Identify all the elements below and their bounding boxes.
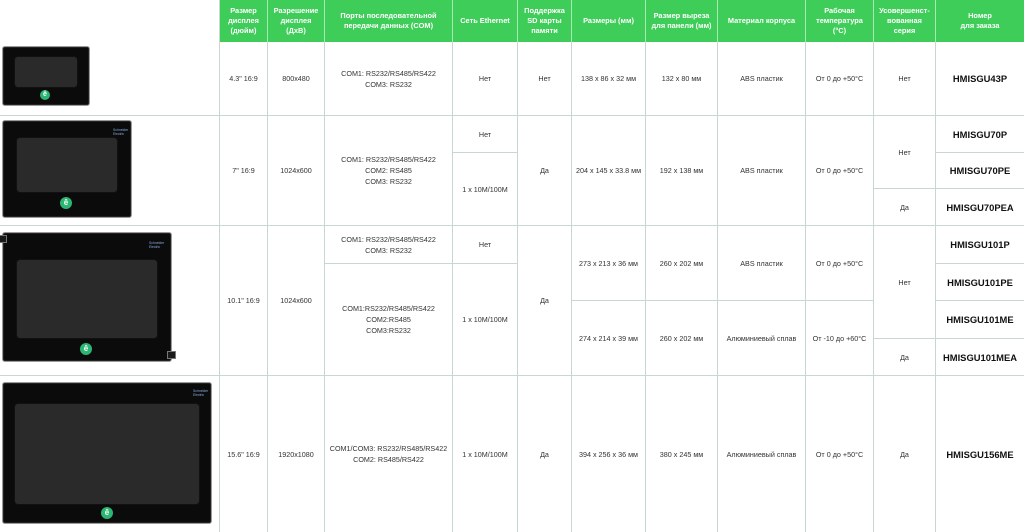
hmi-panel-image	[2, 120, 132, 218]
cell-ethernet: Нет	[453, 226, 518, 264]
cell-advanced: Да	[874, 189, 936, 226]
hmi-screen	[16, 137, 118, 193]
cell-resolution: 1920x1080	[268, 376, 325, 532]
cell-cutout: 260 x 202 мм	[646, 226, 718, 301]
header-resolution: Разрешение дисплея (ДхВ)	[268, 0, 325, 42]
cell-order-number: HMISGU70PE	[936, 153, 1024, 189]
cell-advanced: Нет	[874, 42, 936, 116]
cell-order-number: HMISGU101ME	[936, 301, 1024, 339]
cell-resolution: 1024x600	[268, 116, 325, 226]
home-button-icon: ê	[80, 343, 92, 355]
cell-ethernet: Нет	[453, 42, 518, 116]
cell-temperature: От -10 до +60°C	[806, 301, 874, 376]
cell-order-number: HMISGU101MEA	[936, 339, 1024, 376]
cell-size: 15.6" 16:9	[220, 376, 268, 532]
cell-advanced: Нет	[874, 226, 936, 339]
product-image-cell	[0, 42, 220, 116]
cell-ethernet: 1 x 10M/100M	[453, 153, 518, 226]
product-image-cell	[0, 116, 220, 226]
cell-com: COM1: RS232/RS485/RS422 COM3: RS232	[325, 226, 453, 264]
cell-sd: Нет	[518, 42, 572, 116]
cell-size: 7" 16:9	[220, 116, 268, 226]
header-advanced-series: Усовершенст- вованная серия	[874, 0, 936, 42]
cell-sd: Да	[518, 116, 572, 226]
hmi-panel-image	[2, 382, 212, 524]
cell-order-number: HMISGU70PEA	[936, 189, 1024, 226]
mounting-tab	[167, 351, 176, 359]
header-material: Материал корпуса	[718, 0, 806, 42]
header-sd-card: Поддержка SD карты памяти	[518, 0, 572, 42]
cell-order-number: HMISGU70P	[936, 116, 1024, 153]
cell-cutout: 132 x 80 мм	[646, 42, 718, 116]
cell-cutout: 192 x 138 мм	[646, 116, 718, 226]
product-image-cell	[0, 376, 220, 532]
cell-ethernet: 1 x 10M/100M	[453, 264, 518, 376]
header-order-number: Номер для заказа	[936, 0, 1024, 42]
header-dimensions: Размеры (мм)	[572, 0, 646, 42]
cell-sd: Да	[518, 376, 572, 532]
cell-sd: Да	[518, 226, 572, 376]
cell-order-number: HMISGU101PE	[936, 264, 1024, 301]
header-cutout: Размер выреза для панели (мм)	[646, 0, 718, 42]
cell-dimensions: 138 x 86 x 32 мм	[572, 42, 646, 116]
cell-resolution: 1024x600	[268, 226, 325, 376]
cell-temperature: От 0 до +50°C	[806, 42, 874, 116]
cell-ethernet: Нет	[453, 116, 518, 153]
cell-com: COM1:RS232/RS485/RS422 COM2:RS485 COM3:RS232	[325, 264, 453, 376]
cell-ethernet: 1 x 10M/100M	[453, 376, 518, 532]
header-ethernet: Сеть Ethernet	[453, 0, 518, 42]
cell-size: 4.3" 16:9	[220, 42, 268, 116]
header-display-size: Размер дисплея (дюйм)	[220, 0, 268, 42]
cell-size: 10.1" 16:9	[220, 226, 268, 376]
header-com-ports: Порты последовательной передачи данных (COM)	[325, 0, 453, 42]
cell-dimensions: 204 x 145 x 33.8 мм	[572, 116, 646, 226]
cell-advanced: Да	[874, 339, 936, 376]
cell-material: Алюминиевый сплав	[718, 376, 806, 532]
cell-dimensions: 273 x 213 x 36 мм	[572, 226, 646, 301]
home-button-icon: ê	[101, 507, 113, 519]
cell-dimensions: 274 x 214 x 39 мм	[572, 301, 646, 376]
cell-cutout: 380 x 245 мм	[646, 376, 718, 532]
hmi-screen	[14, 56, 78, 88]
cell-cutout: 260 x 202 мм	[646, 301, 718, 376]
brand-logo: Schneider Electric	[193, 389, 209, 397]
cell-temperature: От 0 до +50°C	[806, 376, 874, 532]
hmi-screen	[16, 259, 158, 339]
cell-material: ABS пластик	[718, 116, 806, 226]
hmi-panel-image	[2, 46, 90, 106]
cell-temperature: От 0 до +50°C	[806, 226, 874, 301]
cell-advanced: Да	[874, 376, 936, 532]
cell-material: Алюминиевый сплав	[718, 301, 806, 376]
cell-order-number: HMISGU156ME	[936, 376, 1024, 532]
cell-order-number: HMISGU101P	[936, 226, 1024, 264]
cell-material: ABS пластик	[718, 226, 806, 301]
brand-logo: Schneider Electric	[113, 128, 129, 136]
home-button-icon: ê	[60, 197, 72, 209]
hmi-screen	[14, 403, 200, 505]
product-image-cell	[0, 226, 220, 376]
cell-com: COM1/COM3: RS232/RS485/RS422 COM2: RS485/RS422	[325, 376, 453, 532]
cell-com: COM1: RS232/RS485/RS422 COM3: RS232	[325, 42, 453, 116]
cell-com: COM1: RS232/RS485/RS422 COM2: RS485 COM3: RS232	[325, 116, 453, 226]
cell-advanced: Нет	[874, 116, 936, 189]
header-temperature: Рабочая температура (°C)	[806, 0, 874, 42]
cell-order-number: HMISGU43P	[936, 42, 1024, 116]
cell-temperature: От 0 до +50°C	[806, 116, 874, 226]
hmi-panel-image	[2, 232, 172, 362]
cell-dimensions: 394 x 256 x 36 мм	[572, 376, 646, 532]
home-button-icon: ê	[40, 90, 50, 100]
header-blank	[0, 0, 220, 42]
cell-material: ABS пластик	[718, 42, 806, 116]
cell-resolution: 800x480	[268, 42, 325, 116]
mounting-tab	[0, 235, 7, 243]
brand-logo: Schneider Electric	[149, 241, 165, 249]
